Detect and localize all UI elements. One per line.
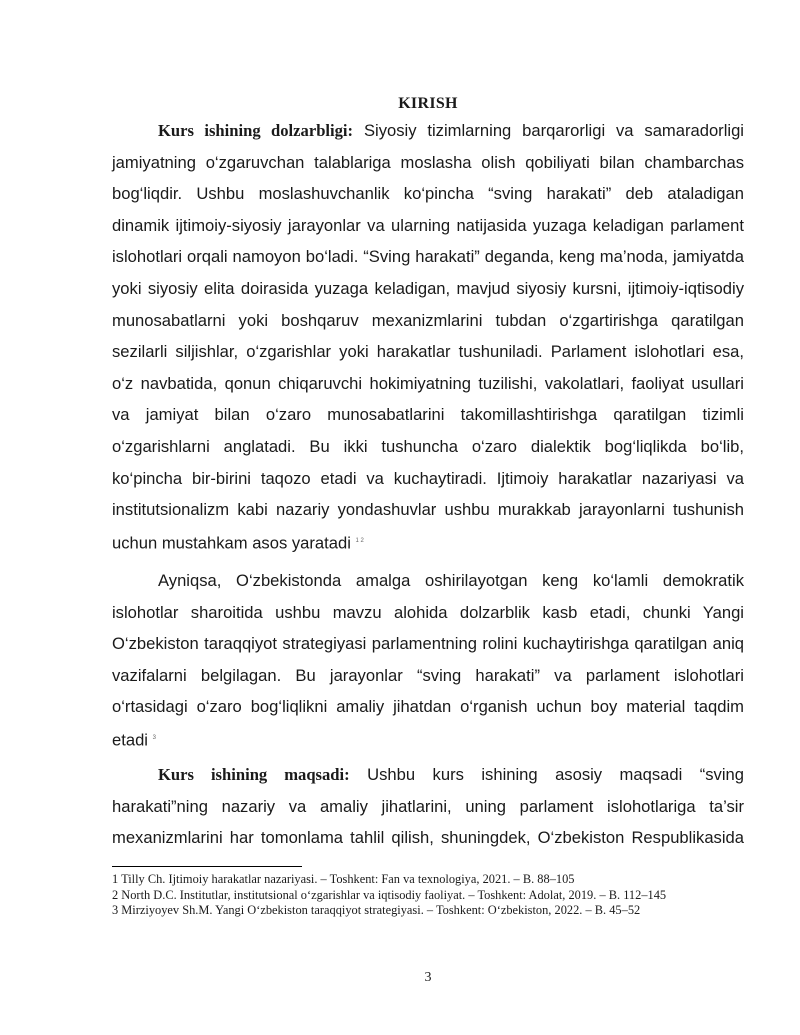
paragraph-line: islohotlar sharoitida ushbu mavzu alohida dolzarblik kasb etadi, chunki Yangi — [112, 602, 744, 622]
paragraph-line: vazifalarni belgilagan. Bu jarayonlar “sving harakati” va parlament islohotlari — [112, 665, 744, 685]
paragraph-line: islohotlari orqali namoyon bo‘ladi. “Sving harakati” deganda, keng ma’noda, jamiyatda — [112, 247, 744, 267]
paragraph-line: institutsionalizm kabi nazariy yondashuvlar ushbu murakkab jarayonlarni tushunish — [112, 500, 744, 520]
paragraph-line: o‘zgarishlarni anglatadi. Bu ikki tushuncha o‘zaro dialektik bog‘liqlikda bo‘lib, — [112, 436, 744, 456]
relevance-heading: Kurs ishining dolzarbligi: — [158, 121, 354, 140]
paragraph-line: bog‘liqdir. Ushbu moslashuvchanlik ko‘pincha “sving harakati” deb ataladigan — [112, 184, 744, 204]
paragraph-line: mexanizmlarini har tomonlama tahlil qilish, shuningdek, O‘zbekiston Respublikasida — [112, 828, 744, 848]
paragraph-line: munosabatlarni yoki boshqaruv mexanizmlarini tubdan o‘zgartirishga qaratilgan — [112, 310, 744, 330]
goal-heading: Kurs ishining maqsadi: — [158, 765, 350, 784]
page-number: 3 — [424, 970, 432, 985]
paragraph-relevance — [112, 115, 744, 557]
paragraph-uzbekistan — [112, 565, 744, 755]
paragraph-line: ko‘pincha bir-birini taqozo etadi va kuchaytiradi. Ijtimoiy harakatlar nazariyasi va — [112, 468, 744, 488]
paragraph-line: etadi $^3$ — [112, 730, 156, 750]
footnote-ref[interactable]: 3 — [152, 734, 156, 741]
footnote-2: 2 North D.C. Institutlar, institutsional o‘zgarishlar va iqtisodiy faoliyat. – Toshkent: Adolat, 2019. – B. 112–145 — [112, 887, 667, 902]
paragraph-line: Ayniqsa, O‘zbekistonda amalga oshirilayotgan keng ko‘lamli demokratik — [158, 571, 744, 590]
paragraph-line: o‘z navbatida, qonun chiqaruvchi hokimiyatning tuzilishi, vakolatlari, faoliyat usullari — [112, 373, 744, 393]
paragraph-line: Kurs ishining maqsadi: Ushbu kurs ishining asosiy maqsadi “sving — [158, 765, 744, 784]
footnote-3: 3 Mirziyoyev Sh.M. Yangi O‘zbekiston taraqqiyot strategiyasi. – Toshkent: O‘zbekiston, 2022. – B. 45–52 — [112, 903, 641, 917]
paragraph-line: jamiyatning o‘zgaruvchan talablariga moslasha olish qobiliyati bilan chambarchas — [112, 152, 744, 172]
section-title: KIRISH — [398, 95, 458, 112]
paragraph-line: O‘zbekiston taraqqiyot strategiyasi parlamentning rolini kuchaytirishga qaratilgan aniq — [112, 634, 744, 654]
footnote-1: 1 Tilly Ch. Ijtimoiy harakatlar nazariyasi. – Toshkent: Fan va texnologiya, 2021. – B. 88–105 — [112, 872, 575, 886]
footnote-ref[interactable]: 1 2 — [355, 537, 364, 544]
paragraph-line: yoki siyosiy elita doirasida yuzaga keladigan, mavjud siyosiy kursni, ijtimoiy-iqtisodiy — [112, 278, 744, 298]
paragraph-line: dinamik ijtimoiy-siyosiy jarayonlar va ularning natijasida yuzaga keladigan parlament — [112, 215, 744, 235]
paragraph-line: sezilarli siljishlar, o‘zgarishlar yoki harakatlar tushuniladi. Parlament islohotlari esa, — [112, 342, 744, 362]
paragraph-line: Kurs ishining dolzarbligi: Siyosiy tizimlarning barqarorligi va samaradorligi — [158, 121, 744, 140]
paragraph-goal — [112, 759, 744, 854]
footnotes — [112, 872, 752, 919]
paragraph-line: uchun mustahkam asos yaratadi $^{1 2}$ — [112, 533, 364, 553]
paragraph-line: o‘rtasidagi o‘zaro bog‘liqlikni amaliy jihatdan o‘rganish uchun boy material taqdim — [112, 697, 744, 717]
footnote-divider — [112, 866, 302, 867]
paragraph-line: va jamiyat bilan o‘zaro munosabatlarini takomillashtirishga qaratilgan tizimli — [112, 405, 744, 425]
paragraph-line: harakati”ning nazariy va amaliy jihatlarini, uning parlament islohotlariga ta’sir — [112, 796, 744, 816]
